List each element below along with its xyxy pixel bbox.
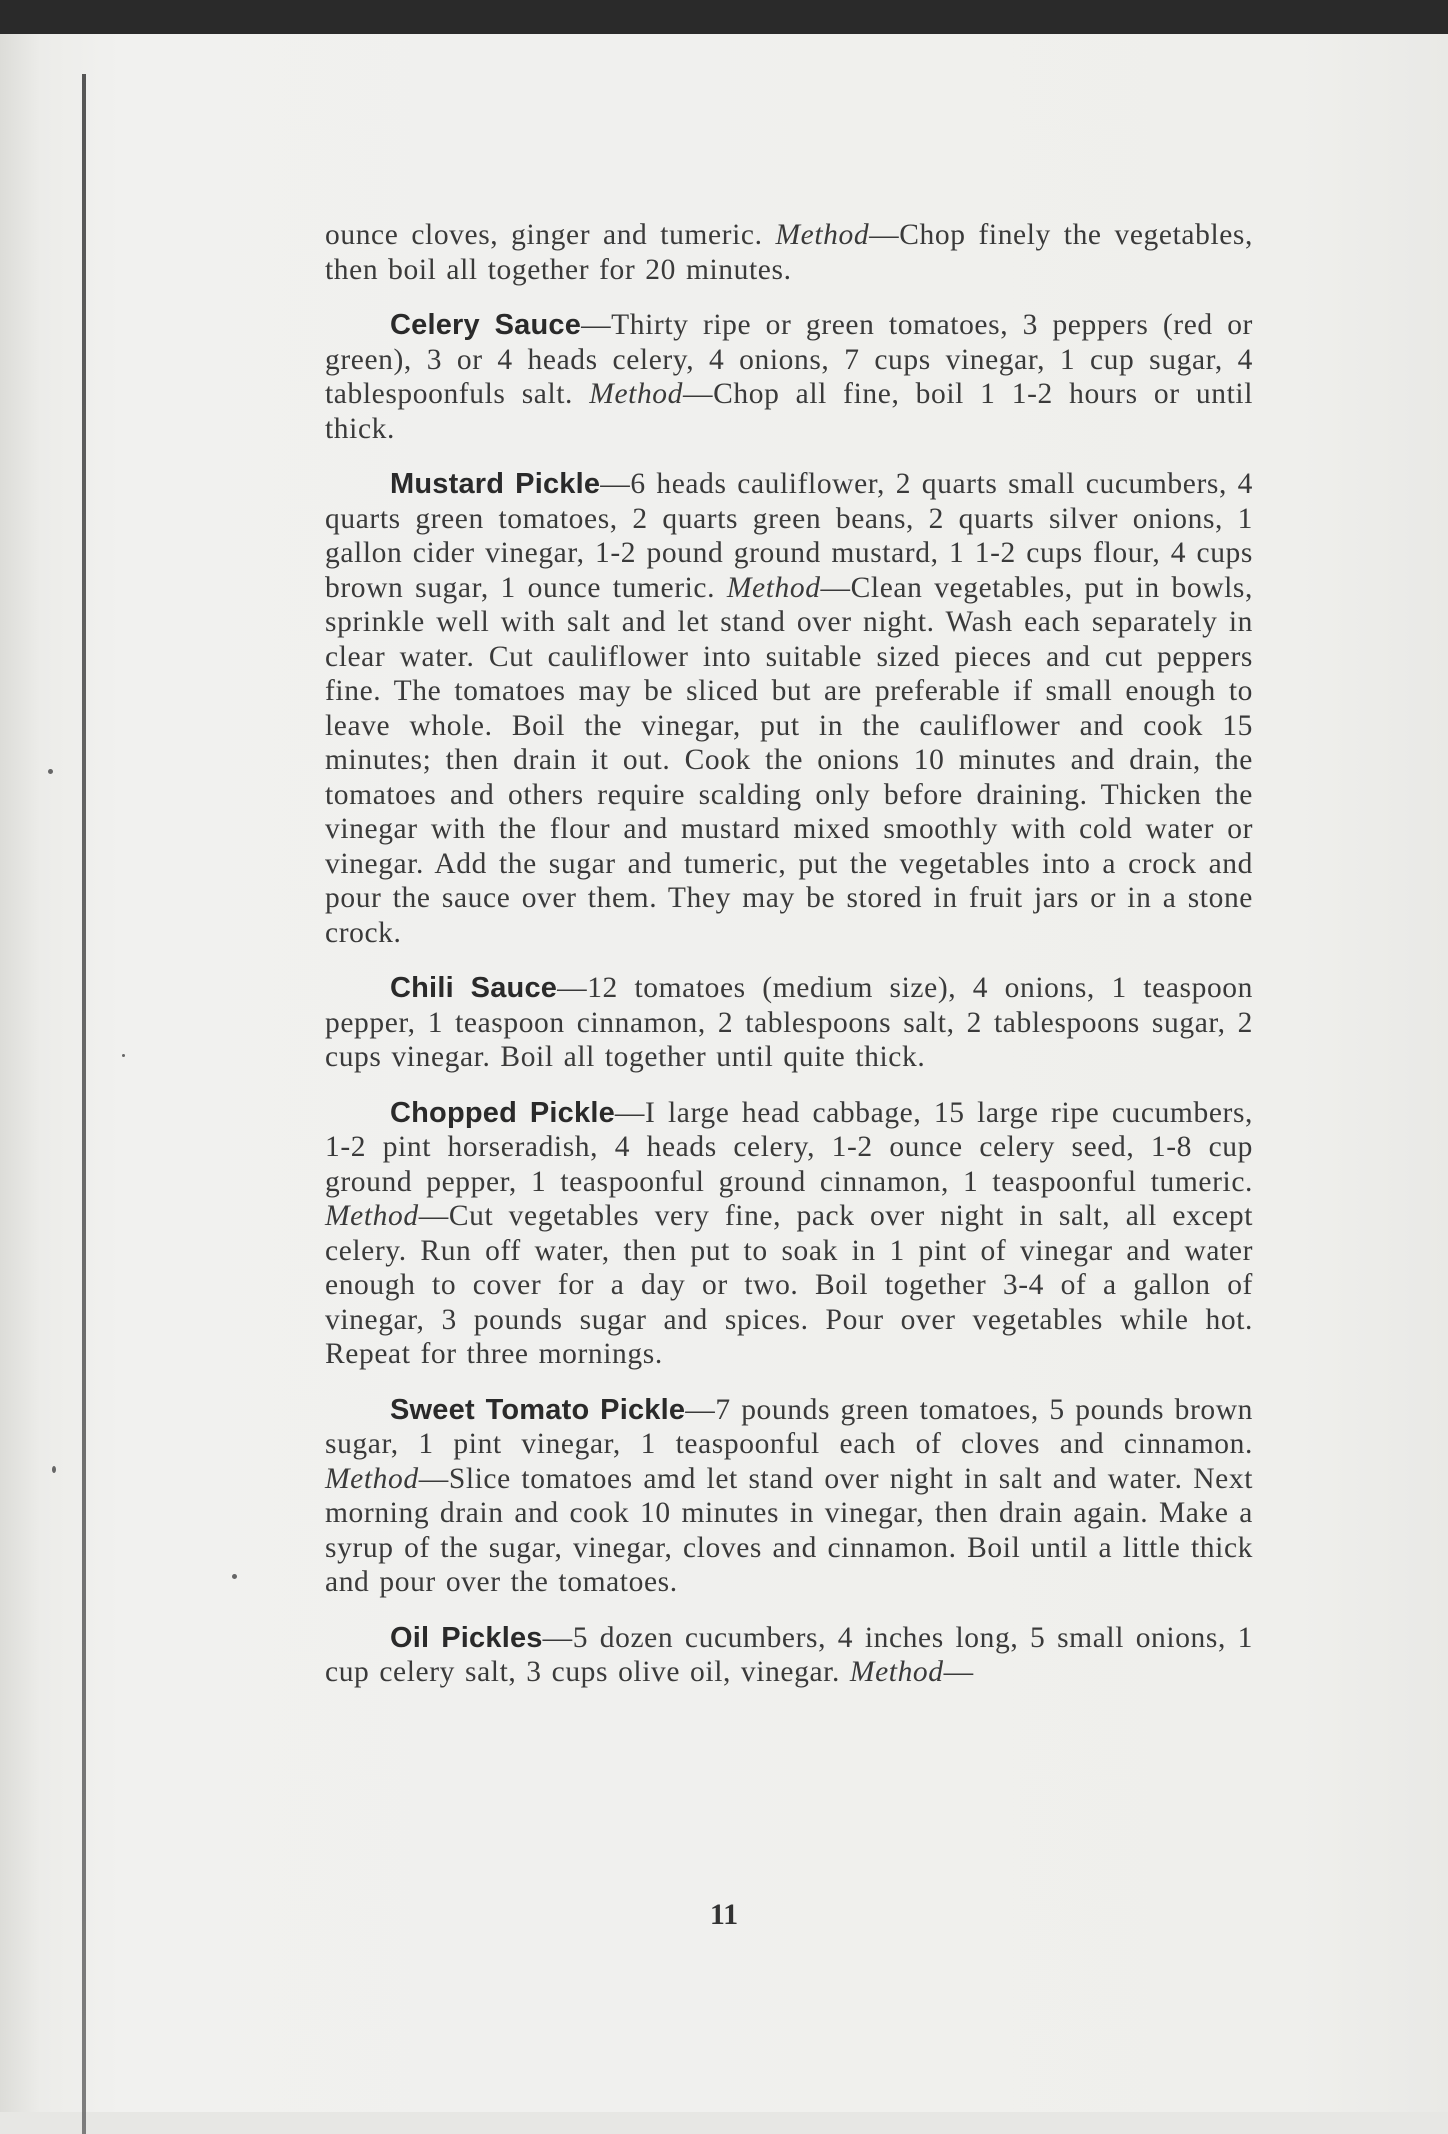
recipe-oil-pickles (325, 1621, 1253, 1690)
method-body: —Clean vegetables, put in bowls, sprinkle well with salt and let stand over night. Wash each separately in clear water. Cut cauliflower into suitable sized pieces and cut peppers fine. The tomatoes may be sliced but are preferable if small enough to leave whole. Boil the vinegar, put in the cauliflower and cook 15 minutes; then drain it out. Cook the onions 10 minutes and drain, the tomatoes and others require scalding only before draining. Thicken the vinegar with the flour and mustard mixed smoothly with cold water or vinegar. Add the sugar and tumeric, put the vegetables into a crock and pour the sauce over them. They may be stored in fruit jars or in a stone crock. (325, 571, 1253, 949)
recipe-celery-sauce (325, 308, 1253, 446)
method-label: Method (325, 1200, 419, 1232)
method-label: Method (589, 378, 683, 410)
recipe-body: —I large head cabbage, 15 large ripe cucumbers, 1-2 pint horseradish, 4 heads celery, 1-2 ounce celery seed, 1-8 cup ground pepper, 1 teaspoonful ground cinnamon, 1 teaspoonful tumeric. (325, 1096, 1254, 1198)
method-body: — (943, 1656, 974, 1688)
recipe-continuation (325, 218, 1253, 287)
scan-speck (48, 769, 53, 774)
page-number: 11 (709, 1898, 739, 1931)
page-binding-edge (82, 74, 86, 2134)
scan-speck (52, 1466, 56, 1473)
recipe-body: —5 dozen cucumbers, 4 inches long, 5 small onions, 1 cup celery salt, 3 cups olive oil, vinegar. (325, 1621, 1253, 1688)
scan-speck (232, 1574, 237, 1579)
recipe-body: —7 pounds green tomatoes, 5 pounds brown sugar, 1 pint vinegar, 1 teaspoonful each of cloves and cinnamon. (325, 1393, 1253, 1460)
method-label: Method (726, 571, 821, 604)
recipe-body: —Thirty ripe or green tomatoes, 3 peppers (red or green), 3 or 4 heads celery, 4 onions, 7 cups vinegar, 1 cup sugar, 4 tablespoonfuls salt. (325, 309, 1253, 410)
recipe-title: Oil Pickles (390, 1621, 543, 1654)
recipe-mustard-pickle (325, 467, 1253, 950)
recipe-chopped-pickle (325, 1096, 1253, 1372)
recipe-body: —12 tomatoes (medium size), 4 onions, 1 teaspoon pepper, 1 teaspoon cinnamon, 2 tablespoons salt, 2 tablespoons sugar, 2 cups vinegar. Boil all together until quite thick. (325, 972, 1253, 1073)
recipe-title: Sweet Tomato Pickle (390, 1393, 686, 1426)
method-body: —Cut vegetables very fine, pack over night in salt, all except celery. Run off water, then put to soak in 1 pint of vinegar and water enough to cover for a day or two. Boil together 3-4 of a gallon of vinegar, 3 pounds sugar and spices. Pour over vegetables while hot. Repeat for three mornings. (325, 1200, 1253, 1370)
method-label: Method (325, 1462, 419, 1495)
scan-top-border (0, 0, 1448, 34)
recipe-title: Mustard Pickle (390, 468, 601, 500)
recipe-body: —6 heads cauliflower, 2 quarts small cucumbers, 4 quarts green tomatoes, 2 quarts green beans, 2 quarts silver onions, 1 gallon cider vinegar, 1-2 pound ground mustard, 1 1-2 cups flour, 4 cups brown sugar, 1 ounce tumeric. (325, 468, 1253, 604)
recipe-title: Chopped Pickle (390, 1096, 615, 1129)
recipe-title: Celery Sauce (390, 309, 582, 341)
method-body: —Chop all fine, boil 1 1-2 hours or until thick. (325, 378, 1254, 445)
recipe-text (325, 218, 1253, 1711)
method-label: Method (775, 219, 870, 251)
recipe-body: ounce cloves, ginger and tumeric. (325, 219, 776, 251)
scan-speck (122, 1054, 125, 1057)
recipe-title: Chili Sauce (390, 972, 558, 1004)
method-label: Method (849, 1656, 944, 1688)
recipe-sweet-tomato-pickle (325, 1393, 1253, 1600)
method-body: —Slice tomatoes amd let stand over night in salt and water. Next morning drain and cook 10 minutes in vinegar, then drain again. Make a syrup of the sugar, vinegar, cloves and cinnamon. Boil until a little thick and pour over the tomatoes. (325, 1462, 1253, 1598)
method-body: —Chop finely the vegetables, then boil all together for 20 minutes. (325, 219, 1253, 286)
recipe-chili-sauce (325, 971, 1253, 1075)
